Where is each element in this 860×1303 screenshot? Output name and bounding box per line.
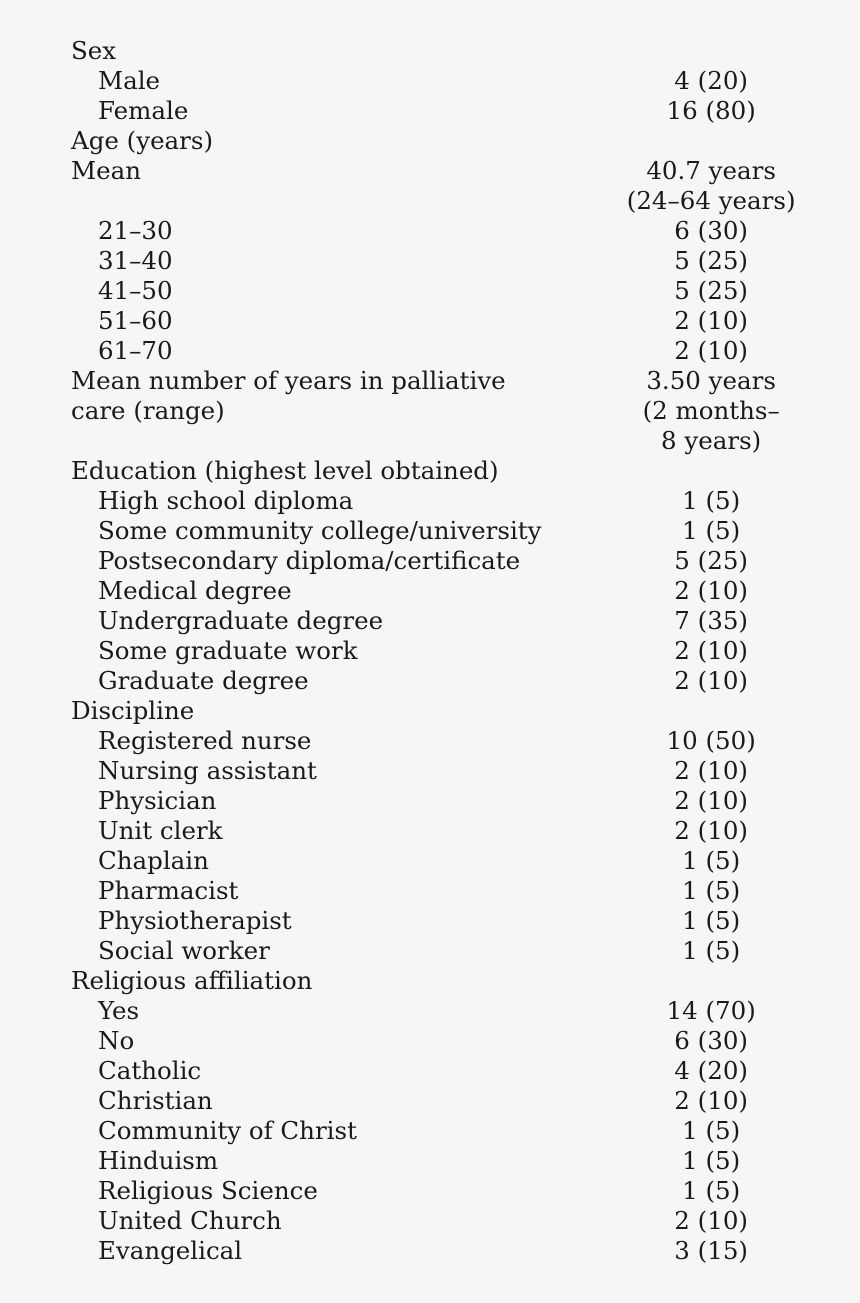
- row-label: Physician: [98, 786, 217, 815]
- section-label: Mean: [71, 156, 141, 185]
- table-row: [71, 1146, 811, 1176]
- row-label: Female: [98, 96, 189, 125]
- row-label: Graduate degree: [98, 666, 309, 695]
- table-row: [71, 96, 811, 126]
- table-row: [71, 66, 811, 96]
- row-value: 1 (5): [682, 936, 741, 965]
- table-row: [71, 936, 811, 966]
- row-label: Male: [98, 66, 161, 95]
- row-value: 10 (50): [666, 726, 756, 755]
- table-row: [71, 1206, 811, 1236]
- table-row: [71, 786, 811, 816]
- row-value: 14 (70): [666, 996, 756, 1025]
- table-row: [71, 1086, 811, 1116]
- row-value: 2 (10): [674, 336, 748, 365]
- row-value: 1 (5): [682, 486, 741, 515]
- table-row: [71, 696, 811, 726]
- row-value: 40.7 years (24–64 years): [626, 156, 796, 215]
- row-value: 2 (10): [674, 666, 748, 695]
- table-row: [71, 156, 811, 216]
- table-row: [71, 456, 811, 486]
- table-row: [71, 1056, 811, 1086]
- row-label: Medical degree: [98, 576, 292, 605]
- section-label: Mean number of years in palliative care (range): [71, 366, 506, 425]
- row-value: 2 (10): [674, 306, 748, 335]
- table-row: [71, 1236, 811, 1266]
- table-row: [71, 1026, 811, 1056]
- demographics-table: [71, 36, 811, 1266]
- row-value: 5 (25): [674, 246, 748, 275]
- table-row: [71, 516, 811, 546]
- table-row: [71, 876, 811, 906]
- row-value: 2 (10): [674, 786, 748, 815]
- table-row: [71, 966, 811, 996]
- row-label: Undergraduate degree: [98, 606, 384, 635]
- table-row: [71, 216, 811, 246]
- table-row: [71, 996, 811, 1026]
- table-row: [71, 606, 811, 636]
- table-row: [71, 666, 811, 696]
- row-value: 7 (35): [674, 606, 748, 635]
- table-row: [71, 726, 811, 756]
- table-row: [71, 306, 811, 336]
- row-value: 3.50 years (2 months– 8 years): [642, 366, 780, 455]
- row-label: 61–70: [98, 336, 173, 365]
- row-value: 4 (20): [674, 1056, 748, 1085]
- row-value: 1 (5): [682, 906, 741, 935]
- row-label: Religious Science: [98, 1176, 318, 1205]
- row-value: 2 (10): [674, 756, 748, 785]
- row-label: Christian: [98, 1086, 213, 1115]
- row-label: High school diploma: [98, 486, 354, 515]
- row-label: Physiotherapist: [98, 906, 292, 935]
- row-label: 41–50: [98, 276, 173, 305]
- section-label: Age (years): [71, 126, 214, 155]
- table-row: [71, 126, 811, 156]
- row-label: 31–40: [98, 246, 173, 275]
- table-row: [71, 1116, 811, 1146]
- row-value: 6 (30): [674, 1026, 748, 1055]
- row-value: 1 (5): [682, 1176, 741, 1205]
- row-label: 21–30: [98, 216, 173, 245]
- table-row: [71, 756, 811, 786]
- row-label: No: [98, 1026, 135, 1055]
- row-label: Pharmacist: [98, 876, 239, 905]
- row-label: Unit clerk: [98, 816, 223, 845]
- table-row: [71, 846, 811, 876]
- row-value: 2 (10): [674, 576, 748, 605]
- row-label: Hinduism: [98, 1146, 219, 1175]
- row-value: 2 (10): [674, 1206, 748, 1235]
- row-value: 1 (5): [682, 876, 741, 905]
- section-label: Education (highest level obtained): [71, 456, 499, 485]
- table-row: [71, 336, 811, 366]
- row-label: Social worker: [98, 936, 270, 965]
- table-row: [71, 276, 811, 306]
- row-label: Community of Christ: [98, 1116, 357, 1145]
- row-label: 51–60: [98, 306, 173, 335]
- row-label: Chaplain: [98, 846, 209, 875]
- row-label: Some graduate work: [98, 636, 358, 665]
- row-label: United Church: [98, 1206, 282, 1235]
- row-value: 5 (25): [674, 546, 748, 575]
- row-value: 16 (80): [666, 96, 756, 125]
- row-value: 3 (15): [674, 1236, 748, 1265]
- table-row: [71, 906, 811, 936]
- table-row: [71, 1176, 811, 1206]
- row-value: 2 (10): [674, 1086, 748, 1115]
- row-value: 4 (20): [674, 66, 748, 95]
- row-value: 1 (5): [682, 1116, 741, 1145]
- table-row: [71, 366, 811, 456]
- row-value: 6 (30): [674, 216, 748, 245]
- table-row: [71, 546, 811, 576]
- row-label: Postsecondary diploma/certificate: [98, 546, 521, 575]
- row-label: Registered nurse: [98, 726, 312, 755]
- row-label: Yes: [98, 996, 140, 1025]
- row-value: 5 (25): [674, 276, 748, 305]
- row-label: Some community college/university: [98, 516, 542, 545]
- row-value: 1 (5): [682, 846, 741, 875]
- table-row: [71, 246, 811, 276]
- row-value: 1 (5): [682, 1146, 741, 1175]
- table-row: [71, 486, 811, 516]
- section-label: Discipline: [71, 696, 195, 725]
- row-value: 2 (10): [674, 816, 748, 845]
- table-row: [71, 816, 811, 846]
- row-label: Catholic: [98, 1056, 202, 1085]
- section-label: Sex: [71, 36, 117, 65]
- section-label: Religious affiliation: [71, 966, 313, 995]
- table-row: [71, 36, 811, 66]
- table-row: [71, 636, 811, 666]
- row-value: 2 (10): [674, 636, 748, 665]
- row-label: Nursing assistant: [98, 756, 317, 785]
- row-value: 1 (5): [682, 516, 741, 545]
- row-label: Evangelical: [98, 1236, 243, 1265]
- table-row: [71, 576, 811, 606]
